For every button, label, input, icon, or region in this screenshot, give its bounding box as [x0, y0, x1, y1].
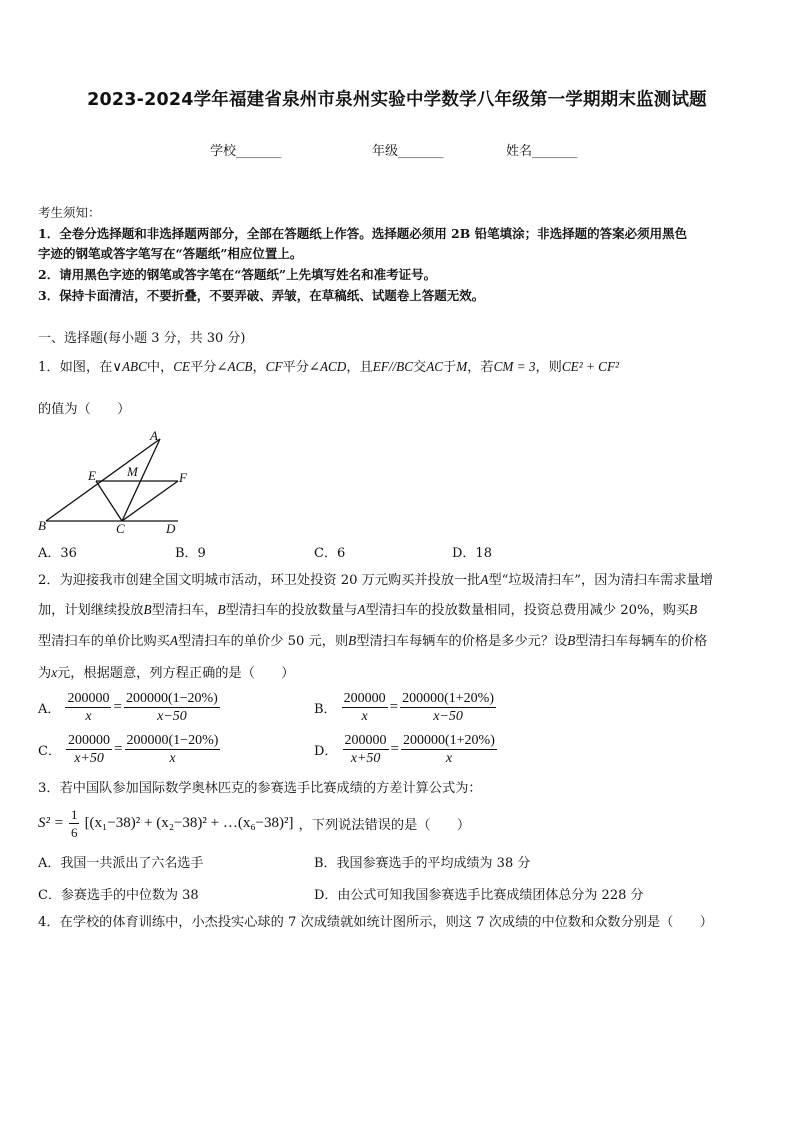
notice-heading: 考生须知：: [38, 205, 101, 220]
q2-option-a[interactable]: A． $\frac{200000}{x}$ = $\frac{200000(1-20\%)}{x-50}$: [38, 691, 218, 724]
point-label-b: B: [38, 518, 46, 533]
q3-option-c[interactable]: C．参赛选手的中位数为 38: [38, 888, 199, 903]
q2-option-b[interactable]: B． $\frac{200000}{x}$ = $\frac{200000(1+20\%)}{x-50}$: [314, 691, 495, 724]
question-4-stem: 4．在学校的体育训练中，小杰投实心球的 7 次成绩就如统计图所示，则这 7 次成绩的中位数和众数分别是（ ）: [38, 915, 713, 930]
question-1-stem-line2: 的值为（ ）: [38, 402, 131, 417]
point-label-e: E: [88, 468, 96, 483]
q3-option-b[interactable]: B．我国参赛选手的平均成绩为 38 分: [314, 856, 531, 871]
point-label-f: F: [179, 470, 187, 485]
page-title: 2023-2024学年福建省泉州市泉州实验中学数学八年级第一学期期末监测试题: [87, 90, 707, 110]
question-3-stem: 3．若中国队参加国际数学奥林匹克的参赛选手比赛成绩的方差计算公式为：: [38, 781, 482, 796]
question-2-line-1: 2．为迎接我市创建全国文明城市活动，环卫处投资 20 万元购买并投放一批A型“垃圾清扫车”，因为清扫车需求量增: [38, 572, 713, 588]
point-label-a: A: [150, 428, 158, 443]
question-1-stem: 1．如图，在∨ABC中，CE平分∠ACB，CF平分∠ACD，且EF//BC交AC于M，若CM = 3，则CE² + CF²: [38, 359, 619, 375]
question-2-line-4: 为x元，根据题意，列方程正确的是（ ）: [38, 665, 295, 681]
point-label-m: M: [127, 464, 138, 479]
question-2-line-2: 加，计划继续投放B型清扫车，B型清扫车的投放数量与A型清扫车的投放数量相同，投资总费用减少 20%，购买B: [38, 602, 698, 618]
notice-line-1b: 字迹的钢笔或答字笔写在“答题纸”相应位置上。: [38, 246, 303, 261]
school-field[interactable]: 学校_______: [210, 144, 282, 159]
point-label-d: D: [166, 521, 176, 536]
variance-formula: S² = $\frac{1}{6}$ [(x₁−38)² + (x₂−38)² + …(x₆−38)²] ，下列说法错误的是（ ）: [38, 807, 471, 840]
q3-option-d[interactable]: D．由公式可知我国参赛选手比赛成绩团体总分为 228 分: [314, 888, 644, 903]
q2-option-d[interactable]: D． $\frac{200000}{x+50}$ = $\frac{200000(1+20\%)}{x}$: [314, 733, 495, 766]
notice-line-1a: 1．全卷分选择题和非选择题两部分，全部在答题纸上作答。选择题必须用 2B 铅笔填涂；非选择题的答案必须用黑色: [38, 226, 688, 241]
question-2-line-3: 型清扫车的单价比购买A型清扫车的单价少 50 元，则B型清扫车每辆车的价格是多少元？设B型清扫车每辆车的价格: [38, 633, 708, 649]
q2-option-c[interactable]: C． $\frac{200000}{x+50}$ = $\frac{200000(1-20\%)}{x}$: [38, 733, 219, 766]
line-ac: [122, 439, 160, 521]
line-ba: [46, 439, 160, 521]
triangle-figure: [36, 428, 196, 536]
notice-line-2: 2．请用黑色字迹的钢笔或答字笔在“答题纸”上先填写姓名和准考证号。: [38, 267, 437, 282]
grade-field[interactable]: 年级_______: [372, 144, 444, 159]
name-field[interactable]: 姓名_______: [506, 144, 578, 159]
q1-option-b[interactable]: B．9: [175, 546, 206, 561]
q3-option-a[interactable]: A．我国一共派出了六名选手: [38, 856, 204, 871]
point-label-c: C: [116, 521, 125, 536]
notice-line-3: 3．保持卡面清洁，不要折叠，不要弄破、弄皱，在草稿纸、试题卷上答题无效。: [38, 288, 485, 303]
q1-option-a[interactable]: A．36: [38, 546, 77, 561]
line-cf: [122, 481, 178, 521]
section-heading: 一、选择题(每小题 3 分，共 30 分): [38, 331, 246, 346]
line-ce: [96, 481, 122, 521]
q1-option-d[interactable]: D．18: [452, 546, 492, 561]
q1-option-c[interactable]: C．6: [314, 546, 346, 561]
